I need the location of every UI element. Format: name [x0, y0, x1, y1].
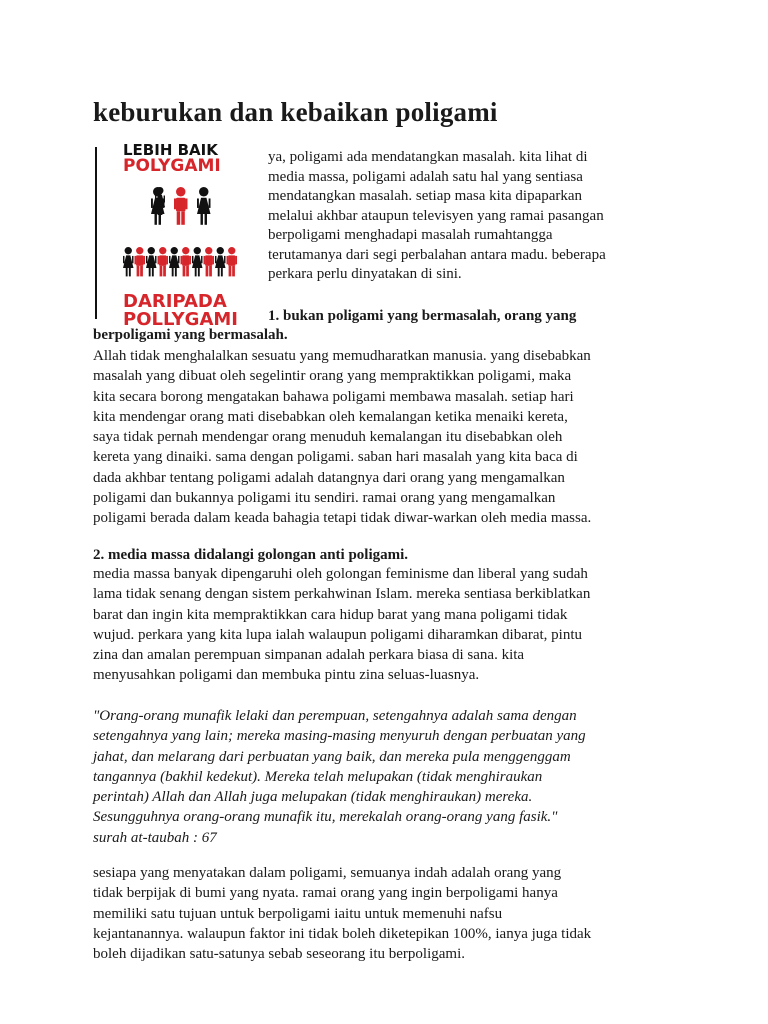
section2-paragraph	[93, 564, 683, 686]
text-line: kejantanannya. walaupun faktor ini tidak boleh diketepikan 100%, ianya juga tidak	[93, 925, 592, 942]
quran-quote	[93, 706, 693, 848]
section1-heading-part1: 1. bukan poligami yang bermasalah, orang yang	[268, 308, 577, 324]
text-line: terutamanya dari segi perbalahan antara madu. beberapa	[268, 246, 606, 263]
quote-citation: surah at-taubah : 67	[93, 829, 217, 846]
poster-mid-text: POLYGAMI	[123, 156, 221, 176]
text-line: dada akhbar tentang poligami adalah datangnya dari orang yang mengamalkan	[93, 469, 565, 486]
text-line: kita mendengar orang mati disebabkan oleh kemalangan ketika menaiki kereta,	[93, 408, 568, 425]
quote-line: perintah) Allah dan Allah juga melupakan (tidak menghiraukan) mereka.	[93, 789, 533, 806]
text-line: menyusahkan poligami dan membuka pintu zina seluas-luasnya.	[93, 667, 480, 684]
text-line: kita secara borong mengatakan bahawa poligami membawa masalah. setiap hari	[93, 388, 574, 405]
closing-paragraph	[93, 863, 683, 964]
text-line: berpoligami menghadapi masalah rumahtangga	[268, 227, 553, 243]
quote-line: setengahnya yang lain; mereka masing-masing menyuruh dengan perbuatan yang	[93, 728, 586, 745]
text-line: melalui akhbar ataupun televisyen yang ramai pasangan	[268, 207, 604, 224]
text-line: boleh dijadikan satu-satunya sebab seseorang itu berpoligami.	[93, 946, 465, 963]
text-line: media massa banyak dipengaruhi oleh golongan feminisme dan liberal yang sudah	[93, 566, 588, 582]
poligami-poster-image	[93, 141, 255, 330]
quote-line: tangannya (bakhil kedekut). Mereka telah melupakan (tidak menghiraukan	[93, 768, 543, 785]
poster-bottom-figures	[123, 247, 237, 276]
section1-paragraph	[93, 346, 683, 529]
text-line: media massa, poligami adalah satu hal yang sentiasa	[268, 168, 583, 185]
text-line: tidak berpijak di bumi yang nyata. ramai orang yang ingin berpoligami hanya	[93, 885, 558, 902]
text-line: perkara perlu dinyatakan di sini.	[268, 266, 462, 282]
quote-line: Sesungguhnya orang-orang munafik itu, merekalah orang-orang yang fasik."	[93, 809, 558, 826]
poster-graphic	[93, 141, 255, 330]
text-line: memiliki satu tujuan untuk berpoligami iaitu untuk memenuhi nafsu	[93, 905, 503, 922]
text-line: ya, poligami ada mendatangkan masalah. kita lihat di	[268, 149, 588, 165]
text-line: mendatangkan masalah. setiap masa kita dipaparkan	[268, 188, 583, 204]
section1-heading-part2: berpoligami yang bermasalah.	[93, 327, 288, 343]
section2-heading: 2. media massa didalangi golongan anti poligami.	[93, 547, 409, 563]
text-line: saya tidak pernah mendengar orang menuduh kemalangan itu disebabkan oleh	[93, 429, 563, 446]
quote-line: jahat, dan melarang dari perbuatan yang baik, dan mereka pula menggenggam	[93, 748, 571, 765]
text-line: poligami dan bukannya poligami itu sendiri. ramai orang yang mengamalkan	[93, 490, 556, 507]
poster-bottom-text1: DARIPADA	[123, 291, 227, 312]
text-line: masalah yang dibuat oleh segelintir orang yang mempraktikkan poligami, maka	[93, 368, 572, 385]
poster-top-figures	[151, 187, 211, 225]
quote-line: "Orang-orang munafik lelaki dan perempuan, setengahnya adalah sama dengan	[93, 708, 577, 724]
poster-top-text: LEBIH BAIK	[123, 141, 218, 159]
text-line: wujud. perkara yang kita lupa ialah walaupun poligami diharamkan dibarat, pintu	[93, 626, 583, 643]
text-line: barat dan ingin kita mempraktikkan cara hidup barat yang mana poligami tidak	[93, 606, 568, 623]
text-line: poligami berada dalam keada bahagia tetapi tidak diwar-warkan oleh media massa.	[93, 510, 592, 527]
intro-paragraph	[268, 148, 668, 285]
page-title: keburukan dan kebaikan poligami	[93, 97, 498, 127]
text-line: lama tidak senang dengan sistem perkahwinan Islam. mereka sentiasa berkiblatkan	[93, 586, 591, 603]
text-line: zina dan amalan perempuan simpanan adalah perkara biasa di sana. kita	[93, 647, 525, 664]
poster-bottom-text2: POLLYGAMI	[123, 309, 238, 330]
text-line: Allah tidak menghalalkan sesuatu yang memudharatkan manusia. yang disebabkan	[93, 348, 591, 364]
text-line: sesiapa yang menyatakan dalam poligami, semuanya indah adalah orang yang	[93, 865, 562, 881]
text-line: kereta yang dinaiki. sama dengan poligami. saban hari masalah yang kita baca di	[93, 449, 578, 466]
